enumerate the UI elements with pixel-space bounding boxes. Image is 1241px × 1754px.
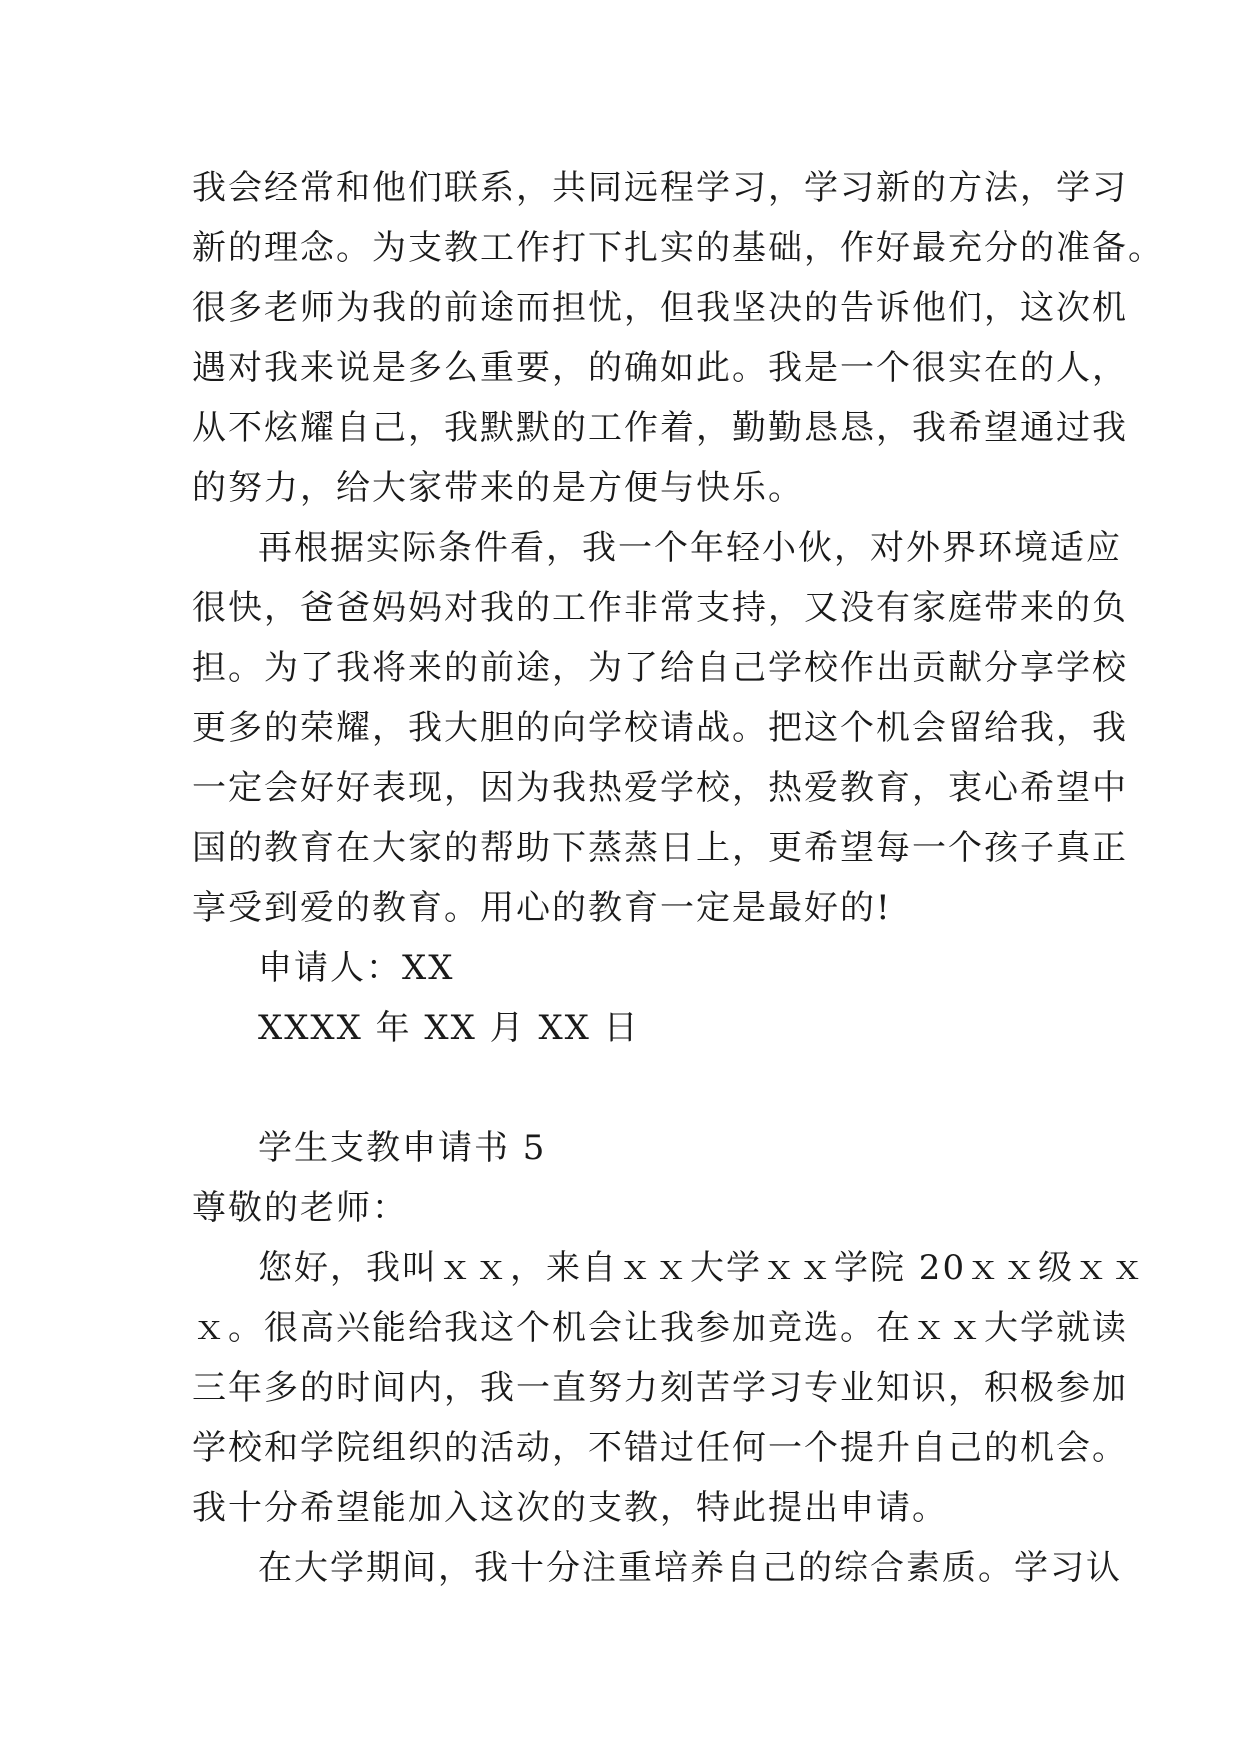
paragraph-line: 学校和学院组织的活动，不错过任何一个提升自己的机会。 <box>192 1428 1128 1468</box>
paragraph-line: 我会经常和他们联系，共同远程学习，学习新的方法，学习 <box>192 168 1128 208</box>
paragraph-line: 国的教育在大家的帮助下蒸蒸日上，更希望每一个孩子真正 <box>192 828 1128 868</box>
document-body <box>192 158 1164 1598</box>
paragraph-line: 很多老师为我的前途而担忧，但我坚决的告诉他们，这次机 <box>192 288 1128 328</box>
paragraph-line: 您好，我叫ｘｘ，来自ｘｘ大学ｘｘ学院 20ｘｘ级ｘｘ <box>258 1248 1147 1288</box>
section-title: 学生支教申请书 5 <box>258 1128 547 1168</box>
paragraph-line: 我十分希望能加入这次的支教，特此提出申请。 <box>192 1488 948 1528</box>
paragraph-line: 享受到爱的教育。用心的教育一定是最好的! <box>192 888 892 928</box>
paragraph-line: 再根据实际条件看，我一个年轻小伙，对外界环境适应 <box>258 528 1122 568</box>
paragraph-line: 一定会好好表现，因为我热爱学校，热爱教育，衷心希望中 <box>192 768 1128 808</box>
paragraph-line: 新的理念。为支教工作打下扎实的基础，作好最充分的准备。 <box>192 228 1164 268</box>
paragraph-line: 遇对我来说是多么重要，的确如此。我是一个很实在的人， <box>192 348 1128 388</box>
paragraph-line: 三年多的时间内，我一直努力刻苦学习专业知识，积极参加 <box>192 1368 1128 1408</box>
paragraph-line: 很快，爸爸妈妈对我的工作非常支持，又没有家庭带来的负 <box>192 588 1128 628</box>
paragraph-line: 的努力，给大家带来的是方便与快乐。 <box>192 468 804 508</box>
paragraph-line: 在大学期间，我十分注重培养自己的综合素质。学习认 <box>258 1548 1122 1588</box>
paragraph-line: ｘ。很高兴能给我这个机会让我参加竞选。在ｘｘ大学就读 <box>192 1308 1128 1348</box>
paragraph-line: 更多的荣耀，我大胆的向学校请战。把这个机会留给我，我 <box>192 708 1128 748</box>
signature-date: XXXX 年 XX 月 XX 日 <box>258 1008 640 1048</box>
section-gap <box>192 1058 1052 1118</box>
salutation: 尊敬的老师： <box>192 1188 408 1228</box>
applicant-signature: 申请人：XX <box>258 948 455 988</box>
paragraph-line: 从不炫耀自己，我默默的工作着，勤勤恳恳，我希望通过我 <box>192 408 1128 448</box>
paragraph-line: 担。为了我将来的前途，为了给自己学校作出贡献分享学校 <box>192 648 1128 688</box>
